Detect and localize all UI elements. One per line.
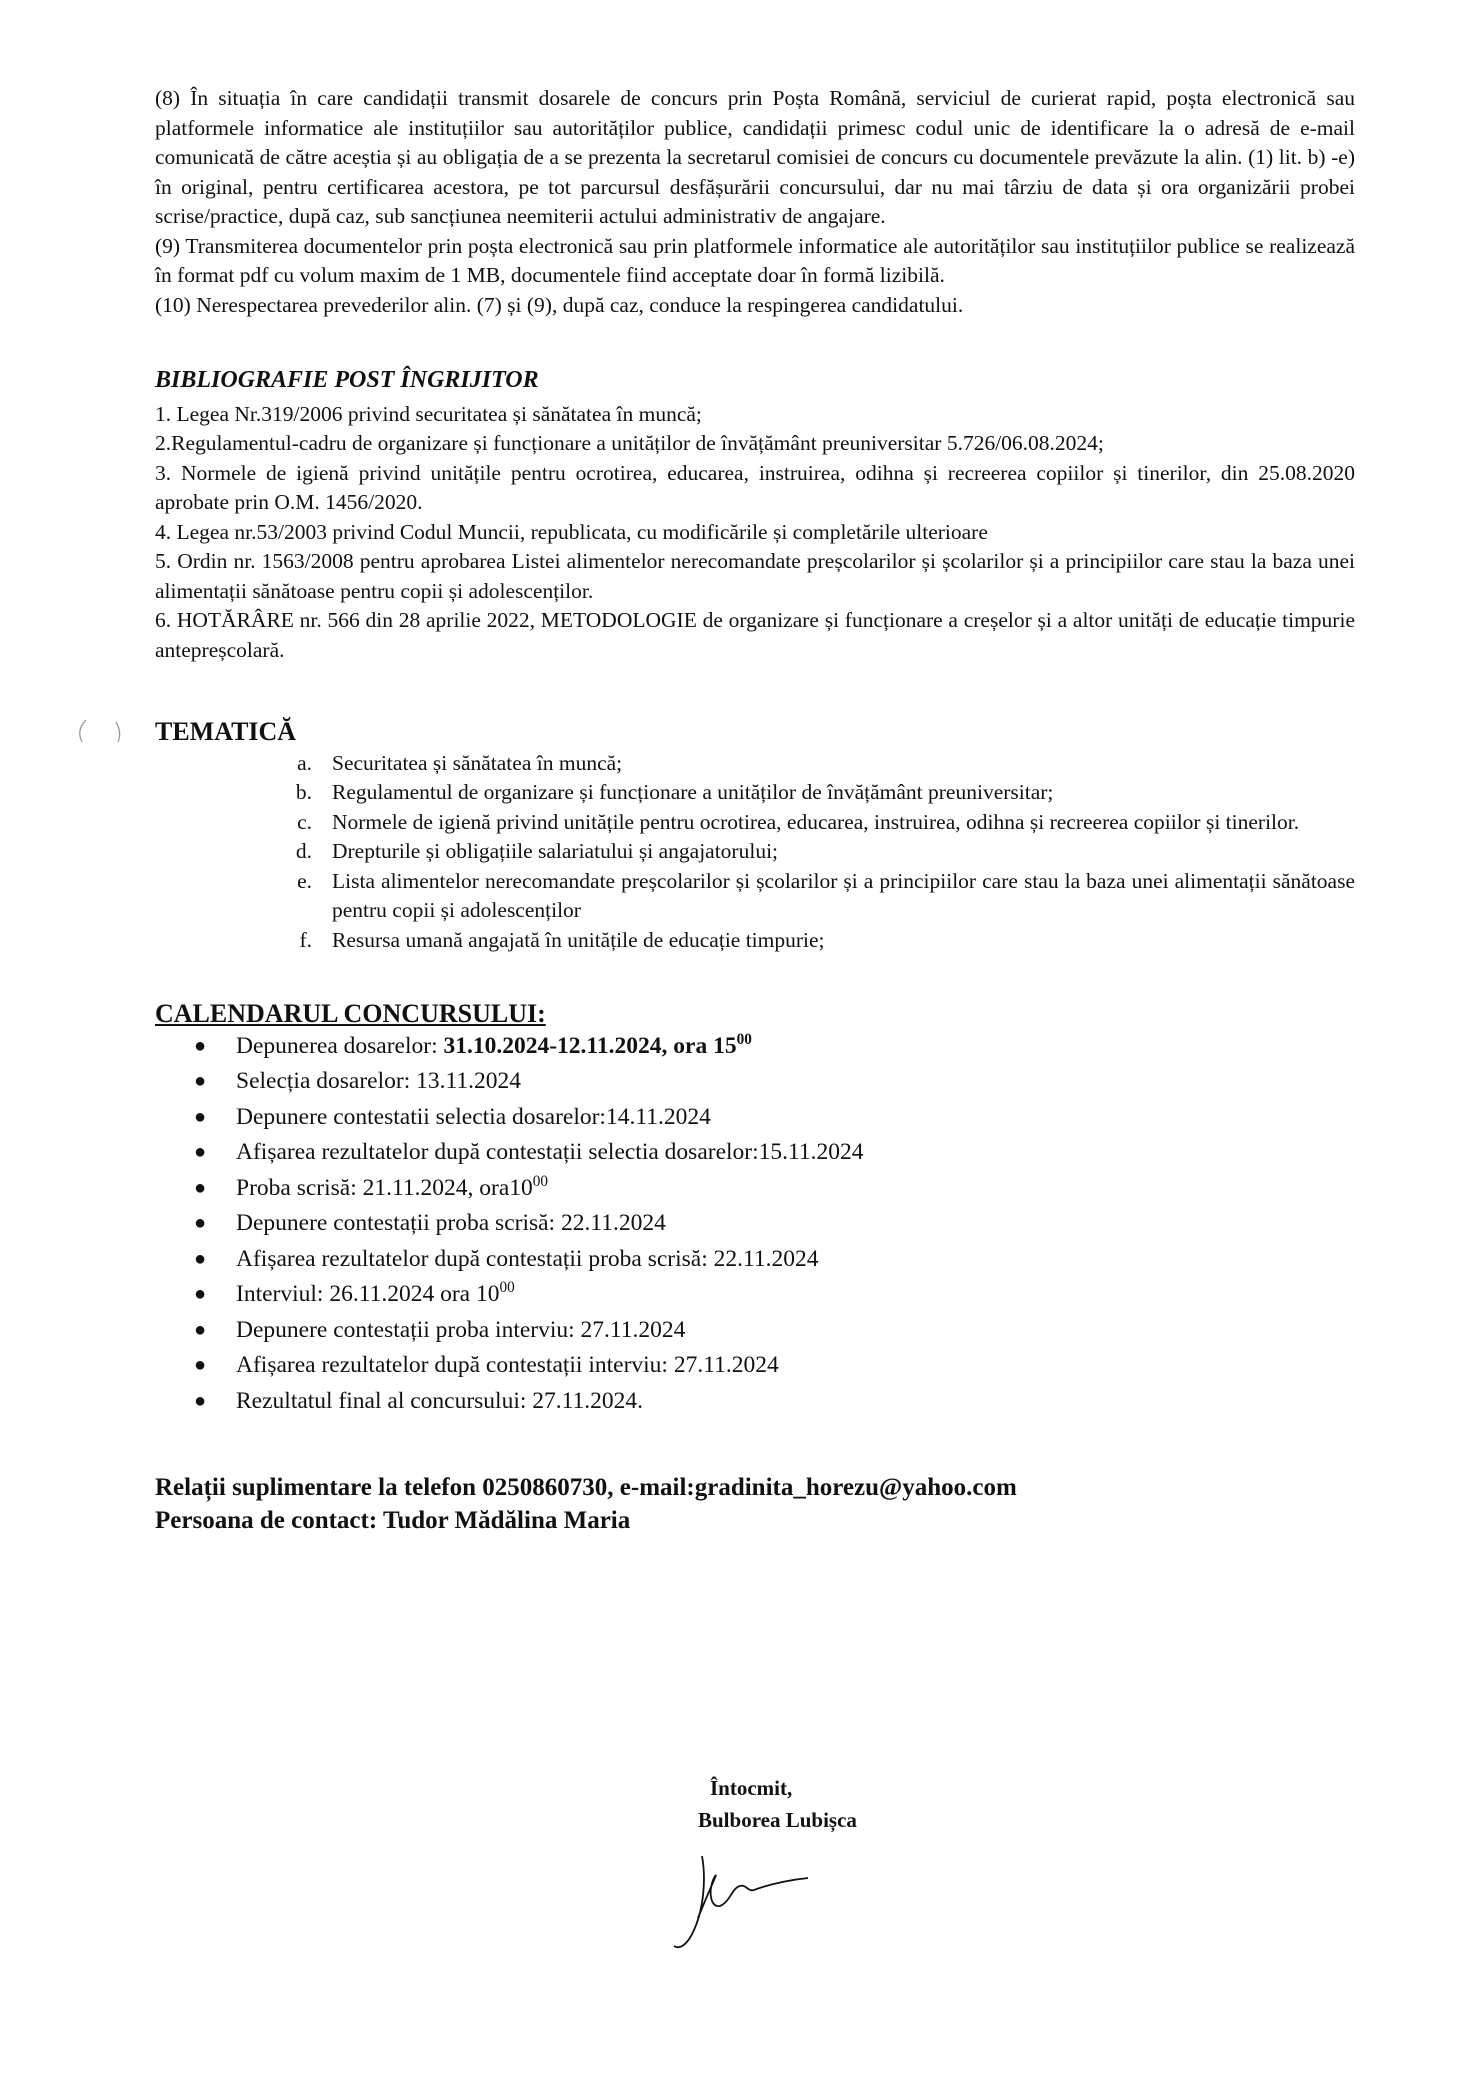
signature-block — [698, 1772, 857, 1836]
bullet-icon: ● — [194, 1354, 207, 1376]
calendar-text-main: Interviul: 26.11.2024 ora 10 — [236, 1281, 500, 1307]
paragraph-9: (9) Transmiterea documentelor prin poșta electronică sau prin platformele informatice ale autorităților sau instituțiilor publice se realizează în format pdf cu volum maxim de 1 MB, documentele fiind acceptate doar în formă lizibilă. — [155, 233, 1355, 287]
tematica-letter: a. — [297, 750, 312, 775]
calendar-text-main: Afișarea rezultatelor după contestații interviu: 27.11.2024 — [236, 1352, 779, 1378]
bullet-icon: ● — [194, 1034, 207, 1057]
calendar-text — [236, 1171, 548, 1207]
tematica-item — [155, 749, 1355, 779]
calendar-item — [155, 1135, 1355, 1171]
calendar-text — [236, 1242, 819, 1278]
bullet-icon: ● — [194, 1212, 207, 1234]
tematica-text: Lista alimentelor nerecomandate preșcolarilor și școlarilor și a principiilor care stau la baza unei alimentații sănătoase pentru copii și adolescenților — [332, 868, 1355, 922]
bibliography-item: 4. Legea nr.53/2003 privind Codul Muncii, republicata, cu modificările și completările ulterioare — [155, 519, 988, 544]
bullet-icon: ● — [194, 1070, 207, 1092]
bibliography-item: 3. Normele de igienă privind unitățile pentru ocrotirea, educarea, instruirea, odihna și recreerea copiilor și tinerilor, din 25.08.2020 aprobate prin O.M. 1456/2020. — [155, 460, 1355, 514]
tematica-letter: e. — [297, 868, 312, 893]
contact-person: Persoana de contact: Tudor Mădălina Maria — [155, 1507, 631, 1534]
calendar-list — [155, 1029, 1355, 1420]
bullet-icon: ● — [194, 1389, 207, 1412]
calendar-dates: 31.10.2024-12.11.2024, ora 15 — [443, 1032, 737, 1059]
calendar-text — [236, 1135, 864, 1171]
bibliography-item: 1. Legea Nr.319/2006 privind securitatea și sănătatea în muncă; — [155, 401, 702, 426]
bullet-icon: ● — [194, 1318, 207, 1341]
bibliography-item: 6. HOTĂRÂRE nr. 566 din 28 aprilie 2022, METODOLOGIE de organizare și funcționare a creșelor și a altor unități de educație timpurie antepreșcolară. — [155, 608, 1355, 662]
tematica-letter: d. — [295, 839, 312, 863]
calendar-title: CALENDARUL CONCURSULUI: — [155, 999, 546, 1028]
handwritten-signature — [650, 1848, 830, 1958]
tematica-letter: c. — [297, 809, 312, 834]
calendar-item — [155, 1313, 1355, 1349]
bullet-icon: ● — [194, 1105, 207, 1128]
calendar-time-sup: 00 — [499, 1279, 515, 1297]
bullet-icon: ● — [194, 1176, 207, 1199]
calendar-item — [155, 1242, 1355, 1278]
calendar-text — [236, 1064, 521, 1100]
tematica-item — [155, 867, 1355, 926]
calendar-text — [236, 1348, 779, 1384]
tematica-item — [155, 837, 1355, 867]
tematica-item — [155, 926, 1355, 956]
calendar-text-main: Depunere contestații proba scrisă: 22.11.2024 — [236, 1210, 666, 1236]
tematica-item — [155, 808, 1355, 838]
bullet-icon: ● — [194, 1141, 207, 1163]
calendar-item — [155, 1206, 1355, 1242]
tematica-item — [155, 778, 1355, 808]
calendar-text — [236, 1029, 752, 1065]
calendar-label: Depunerea dosarelor: — [236, 1032, 444, 1059]
calendar-item — [155, 1277, 1355, 1313]
calendar-item — [155, 1064, 1355, 1100]
calendar-text-main: Afișarea rezultatelor după contestații selectia dosarelor:15.11.2024 — [236, 1139, 864, 1165]
margin-scan-mark — [72, 712, 132, 762]
calendar-text-main: Selecția dosarelor: 13.11.2024 — [236, 1068, 521, 1094]
tematica-text: Drepturile și obligațiile salariatului și angajatorului; — [332, 839, 779, 863]
calendar-text — [236, 1313, 685, 1349]
tematica-text: Securitatea și sănătatea în muncă; — [332, 750, 623, 775]
tematica-text: Resursa umană angajată în unitățile de educație timpurie; — [332, 927, 825, 952]
calendar-time-sup: 00 — [736, 1030, 752, 1048]
paragraph-10: (10) Nerespectarea prevederilor alin. (7) și (9), după caz, conduce la respingerea candidatului. — [155, 292, 964, 317]
signature-name: Bulborea Lubișca — [698, 1808, 857, 1832]
calendar-text — [236, 1277, 515, 1313]
paragraph-8: (8) În situația în care candidații transmit dosarele de concurs prin Poșta Română, serviciul de curierat rapid, poșta electronică sau platformele informatice ale instituțiilor sau autorităților publice, candidații primesc codul unic de identificare la o adresă de e-mail comunicată de către aceștia și au obligația de a se prezenta la secretarul comisiei de concurs cu documentele prevăzute la alin. (1) lit. b) -e) în original, pentru certificarea acestora, pe tot parcursul desfășurării concursului, dar nu mai târziu de data și ora organizării probei scrise/practice, după caz, sub sancțiunea neemiterii actului administrativ de angajare. — [155, 86, 1355, 228]
calendar-text-main: Rezultatul final al concursului: 27.11.2024. — [236, 1387, 644, 1414]
calendar-item — [155, 1029, 1355, 1065]
bullet-icon: ● — [194, 1247, 207, 1270]
calendar-text-main: Depunere contestații proba interviu: 27.11.2024 — [236, 1316, 686, 1343]
tematica-text: Regulamentul de organizare și funcționare a unităților de învățământ preuniversitar; — [332, 780, 1054, 804]
bibliography-item: 2.Regulamentul-cadru de organizare și funcționare a unităților de învățământ preuniversitar 5.726/06.08.2024; — [155, 431, 1104, 455]
tematica-letter: f. — [299, 927, 312, 952]
calendar-text — [236, 1100, 711, 1136]
tematica-list — [155, 749, 1355, 956]
calendar-text-main: Depunere contestatii selectia dosarelor:14.11.2024 — [236, 1103, 711, 1130]
document-page — [155, 84, 1355, 1537]
tematica-text: Normele de igienă privind unitățile pentru ocrotirea, educarea, instruirea, odihna și recreerea copiilor și tinerilor. — [332, 809, 1300, 834]
calendar-item — [155, 1348, 1355, 1384]
calendar-item — [155, 1171, 1355, 1207]
tematica-letter: b. — [295, 780, 312, 804]
calendar-text — [236, 1384, 643, 1420]
calendar-text-main: Afișarea rezultatelor după contestații proba scrisă: 22.11.2024 — [236, 1245, 819, 1272]
contact-phone-email: Relații suplimentare la telefon 0250860730, e-mail:gradinita_horezu@yahoo.com — [155, 1474, 1017, 1501]
calendar-text-main: Proba scrisă: 21.11.2024, ora10 — [236, 1174, 533, 1201]
tematica-title: TEMATICĂ — [155, 717, 297, 746]
calendar-item — [155, 1100, 1355, 1136]
bibliography-title: BIBLIOGRAFIE POST ÎNGRIJITOR — [155, 367, 539, 393]
calendar-item — [155, 1384, 1355, 1420]
signature-title: Întocmit, — [710, 1776, 793, 1800]
contact-block — [155, 1471, 1355, 1537]
bibliography-item: 5. Ordin nr. 1563/2008 pentru aprobarea Listei alimentelor nerecomandate preșcolarilor și școlarilor și a principiilor care stau la baza unei alimentații sănătoase pentru copii și adolescenților. — [155, 549, 1355, 603]
calendar-text — [236, 1206, 666, 1242]
bullet-icon: ● — [194, 1283, 207, 1305]
calendar-time-sup: 00 — [532, 1172, 549, 1190]
